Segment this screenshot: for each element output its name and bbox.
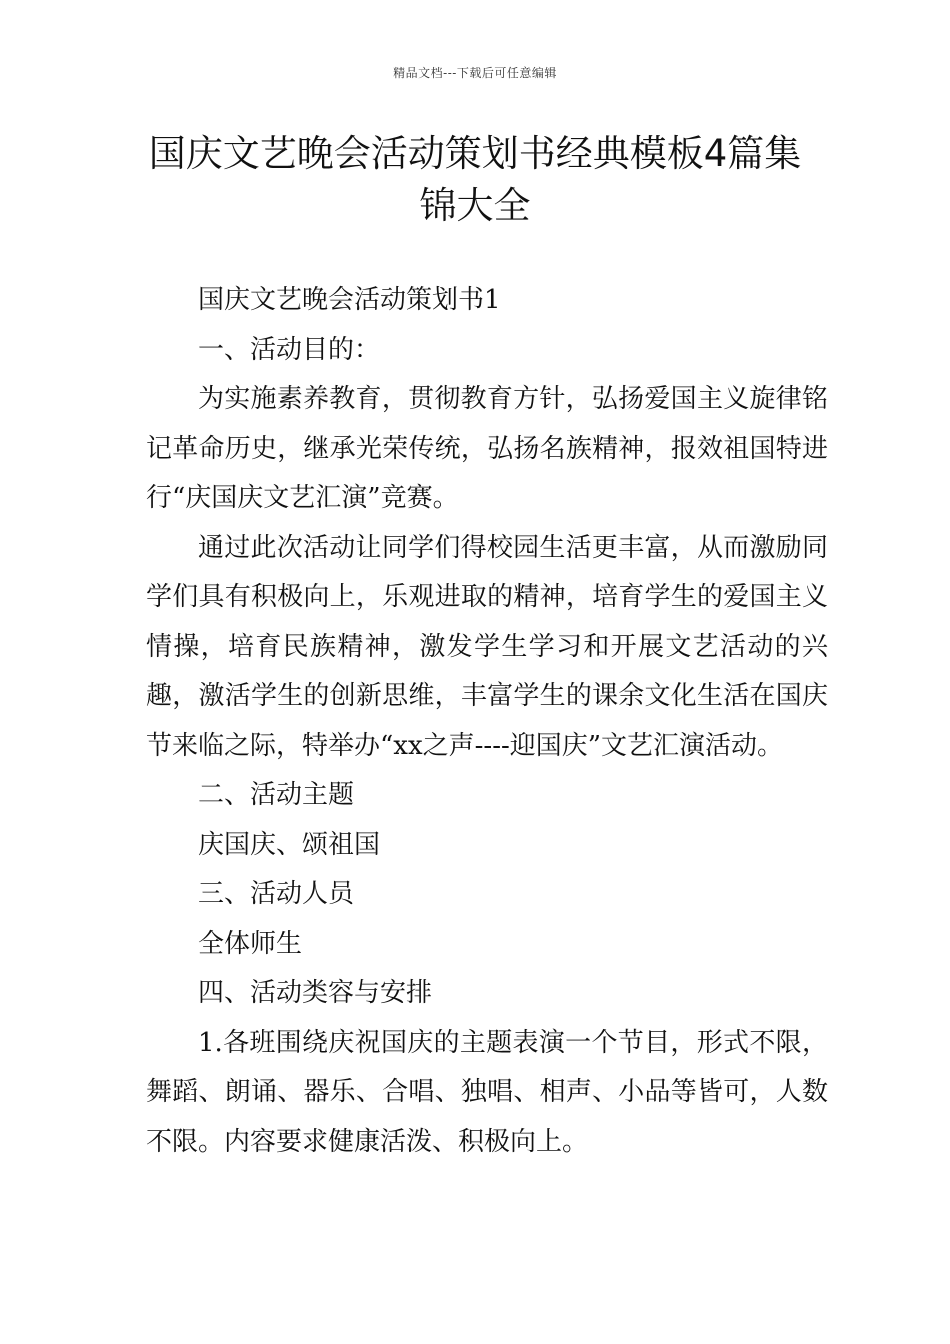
page-header: 精品文档---下载后可任意编辑 — [393, 66, 557, 80]
paragraph-1: 国庆文艺晚会活动策划书1 — [198, 285, 501, 315]
paragraph-participants: 全体师生 — [198, 928, 303, 959]
section-heading-purpose: 一、活动目的： — [198, 334, 381, 365]
paragraph-purpose-2: 通过此次活动让同学们得校园生活更丰富，从而激励同学们具有积极向上，乐观进取的精神，培育学生的爱国主义情操，培育民族精神，激发学生学习和开展文艺活动的兴趣，激活学生的创新思维，丰富学生的课余文化生活在国庆节来临之际，特举办“xx之声----迎国庆”文艺汇演活动。 — [146, 532, 828, 761]
section-heading-participants: 三、活动人员 — [198, 879, 355, 909]
paragraph-purpose-1: 为实施素养教育，贯彻教育方针，弘扬爱国主义旋律铭记革命历史，继承光荣传统，弘扬名族精神，报效祖国特进行“庆国庆文艺汇演”竞赛。 — [146, 384, 828, 513]
section-heading-theme: 二、活动主题 — [198, 780, 355, 810]
section-heading-content: 四、活动类容与安排 — [198, 978, 433, 1008]
paragraph-content-1: 1.各班围绕庆祝国庆的主题表演一个节目，形式不限，舞蹈、朗诵、器乐、合唱、独唱、相声、小品等皆可，人数不限。内容要求健康活泼、积极向上。 — [146, 1027, 828, 1157]
document-title: 国庆文艺晚会活动策划书经典模板4篇集锦大全 — [148, 132, 802, 227]
paragraph-theme: 庆国庆、颂祖国 — [198, 829, 381, 860]
document-body — [146, 276, 828, 1167]
